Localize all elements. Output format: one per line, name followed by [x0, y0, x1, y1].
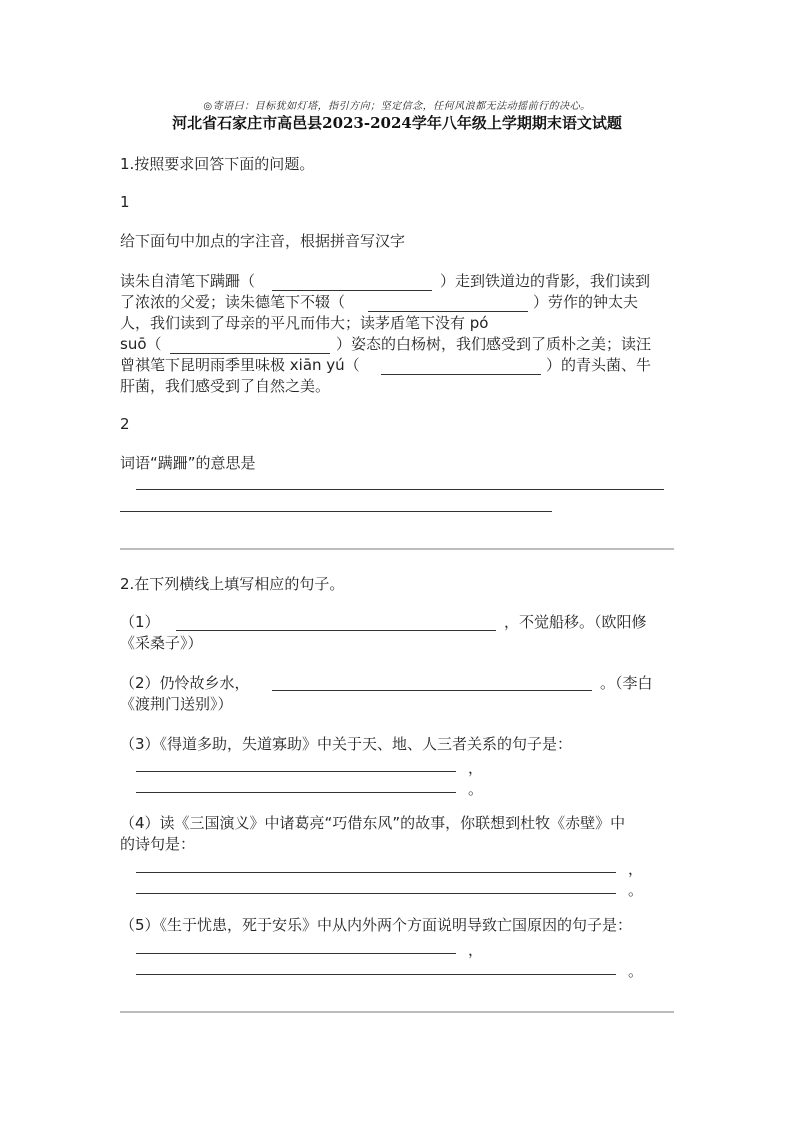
- q1-line1-start: 读朱自清笔下蹒跚（: [120, 272, 256, 290]
- q2-item2-tail: 。（李白: [600, 674, 653, 692]
- item3-comma: ，: [468, 759, 484, 777]
- answer-line-meaning-2[interactable]: [120, 511, 552, 512]
- item3-period: 。: [468, 780, 484, 798]
- motto-line: ◎寄语曰：目标犹如灯塔，指引方向；坚定信念，任何风浪都无法动摇前行的决心。: [203, 101, 591, 112]
- blank-hanzi-2[interactable]: [381, 374, 541, 375]
- q2-item1-source: 《采桑子》）: [120, 634, 203, 652]
- q2-item4-prompt: （4）读《三国演义》中诸葛亮“巧借东风”的故事，你联想到杜牧《赤壁》中: [120, 814, 626, 832]
- q2-item3-prompt: （3）《得道多助，失道寡助》中关于天、地、人三者关系的句子是：: [120, 735, 573, 753]
- blank-item4-2[interactable]: [136, 893, 616, 894]
- q1-sub2-prompt: 词语“蹒跚”的意思是: [120, 454, 256, 472]
- q2-item5-prompt: （5）《生于忧患，死于安乐》中从内外两个方面说明导致亡国原因的句子是：: [120, 916, 633, 934]
- q2-item4-prompt-cont: 的诗句是：: [120, 835, 196, 853]
- q1-line3: 人，我们读到了母亲的平凡而伟大；读茅盾笔下没有 pó: [120, 314, 489, 332]
- blank-item4-1[interactable]: [136, 872, 616, 873]
- blank-item3-1[interactable]: [136, 771, 456, 772]
- blank-item5-2[interactable]: [136, 974, 616, 975]
- item5-period: 。: [628, 962, 644, 980]
- q1-line2-start: 了浓浓的父爱；读朱德笔下不辍（: [120, 293, 346, 311]
- item5-comma: ，: [468, 941, 484, 959]
- q1-sub1-instruction: 给下面句中加点的字注音，根据拼音写汉字: [120, 232, 406, 250]
- q2-item1-tail: ，不觉船移。（欧阳修: [504, 613, 647, 631]
- section-divider: [120, 548, 674, 550]
- q1-line5-end: ）的青头菌、牛: [546, 356, 652, 374]
- q1-sub1-number: 1: [120, 193, 130, 211]
- q1-line1-end: ）走到铁道边的背影，我们读到: [440, 272, 651, 290]
- q1-line2-end: ）劳作的钟太夫: [533, 293, 639, 311]
- q1-prompt: 1.按照要求回答下面的问题。: [120, 155, 315, 173]
- section-divider-bottom: [120, 1011, 674, 1013]
- page-title: 河北省石家庄市高邑县2023-2024学年八年级上学期期末语文试题: [172, 114, 622, 132]
- q1-line6: 肝菌，我们感受到了自然之美。: [120, 377, 331, 395]
- q1-sub2-number: 2: [120, 415, 130, 433]
- q2-prompt: 2.在下列横线上填写相应的句子。: [120, 575, 345, 593]
- item4-period: 。: [628, 881, 644, 899]
- item4-comma: ，: [628, 860, 644, 878]
- blank-item1[interactable]: [176, 630, 496, 631]
- q1-line4-start: suō（: [120, 335, 162, 353]
- q2-item2-source: 《渡荆门送别》）: [120, 695, 233, 713]
- blank-item5-1[interactable]: [136, 953, 456, 954]
- answer-line-meaning-1[interactable]: [136, 489, 664, 490]
- blank-item2[interactable]: [272, 690, 592, 691]
- q1-line4-end: ）姿态的白杨树，我们感受到了质朴之美；读汪: [336, 335, 652, 353]
- q1-line5-start: 曾祺笔下昆明雨季里味极 xiān yú（: [120, 356, 360, 374]
- q2-item1-label: （1）: [120, 613, 160, 631]
- blank-item3-2[interactable]: [136, 792, 456, 793]
- q2-item2-label: （2）仍怜故乡水，: [120, 674, 250, 692]
